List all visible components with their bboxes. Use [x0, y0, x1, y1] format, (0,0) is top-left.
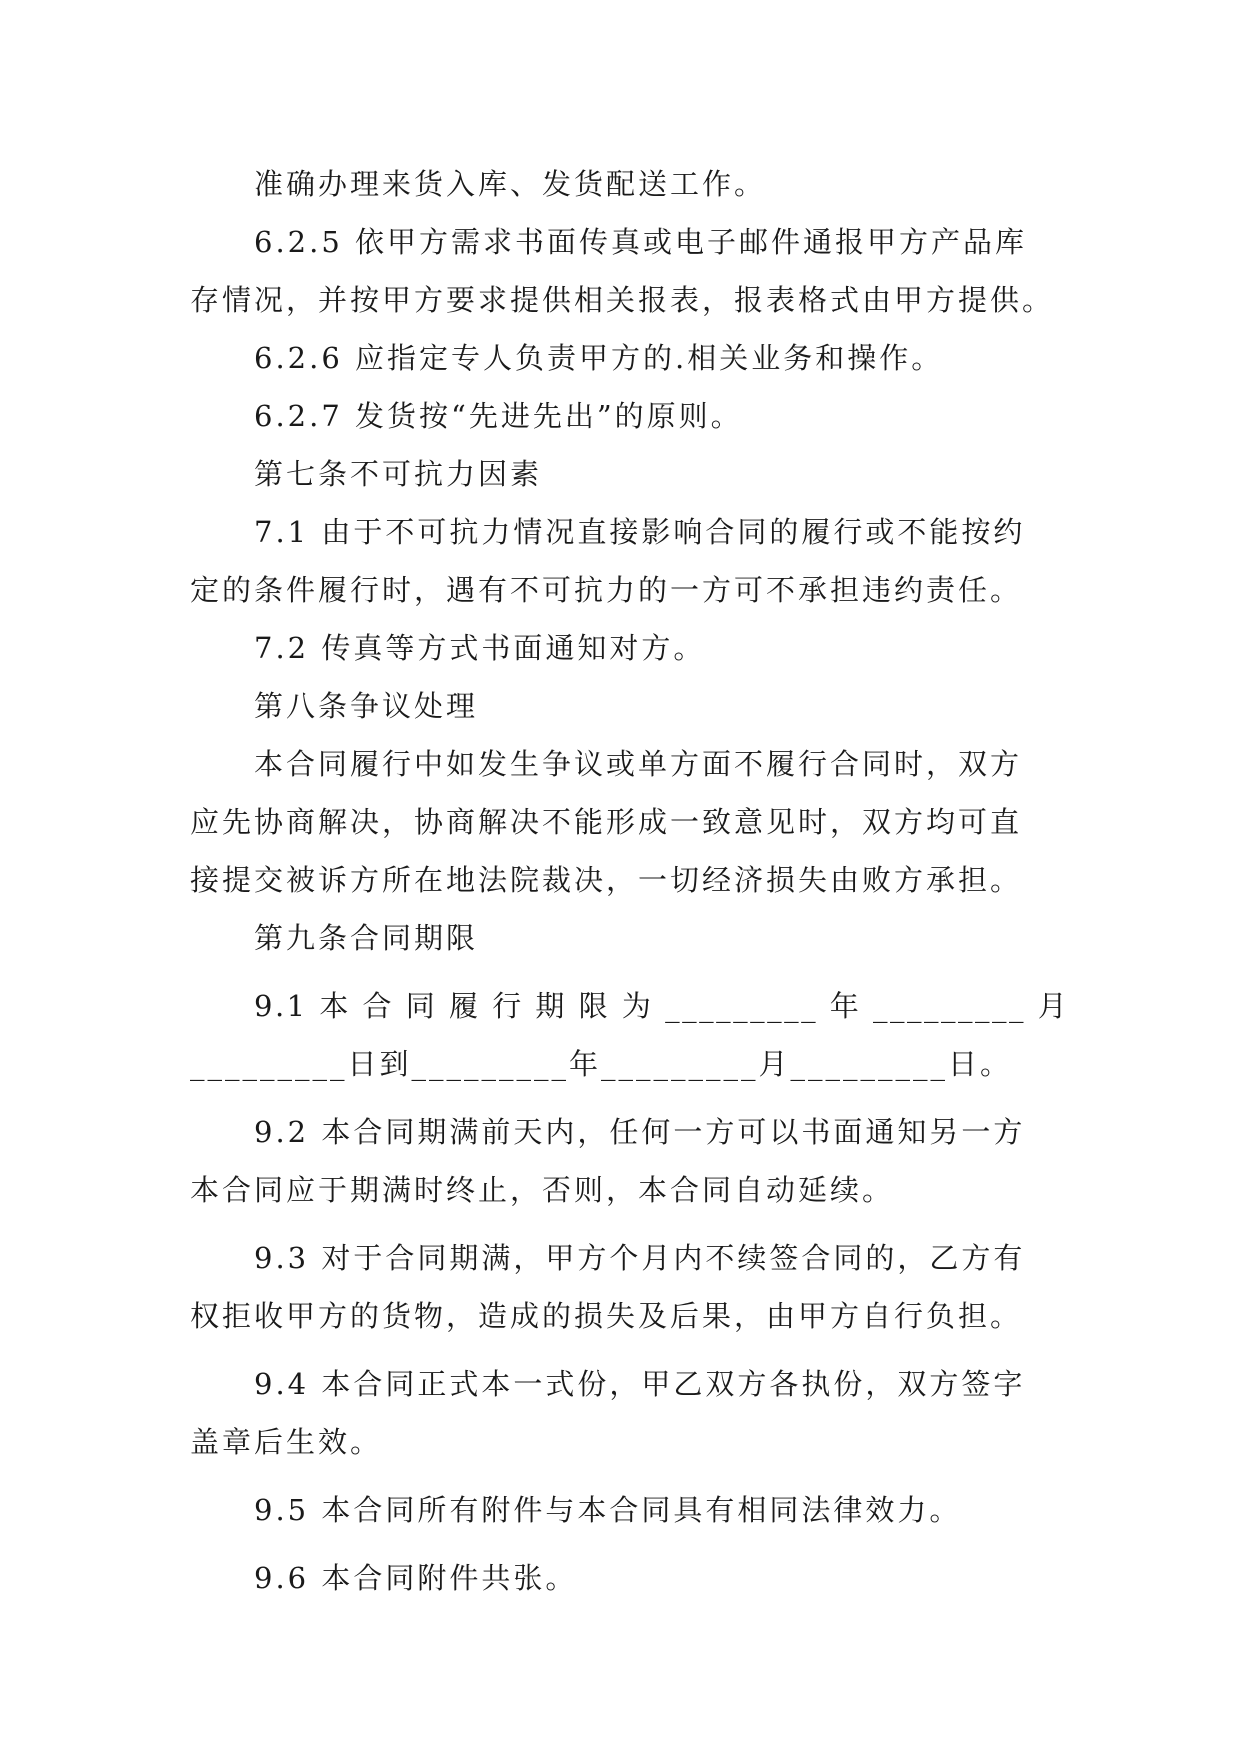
clause-9-4: 9.4 本合同正式本一式份，甲乙双方各执份，双方签字: [254, 1367, 1026, 1401]
paragraph-line: 准确办理来货入库、发货配送工作。: [254, 167, 767, 201]
clause-6-2-5-cont: 存情况，并按甲方要求提供相关报表，报表格式由甲方提供。: [190, 283, 1055, 317]
article-8-text-cont-1: 应先协商解决，协商解决不能形成一致意见时，双方均可直: [190, 805, 1023, 839]
clause-9-6: 9.6 本合同附件共张。: [254, 1561, 578, 1595]
clause-9-5: 9.5 本合同所有附件与本合同具有相同法律效力。: [254, 1493, 962, 1527]
clause-9-1-dates: _________日到_________年_________月_________日。: [190, 1047, 1013, 1081]
article-8-text-cont-2: 接提交被诉方所在地法院裁决，一切经济损失由败方承担。: [190, 863, 1023, 897]
clause-9-4-cont: 盖章后生效。: [190, 1425, 383, 1459]
article-8-heading: 第八条争议处理: [254, 689, 479, 723]
clause-6-2-6: 6.2.6 应指定专人负责甲方的.相关业务和操作。: [254, 341, 944, 375]
clause-9-1: 9.1 本 合 同 履 行 期 限 为 _________ 年 _________ 月: [254, 989, 1070, 1023]
article-8-text: 本合同履行中如发生争议或单方面不履行合同时，双方: [254, 747, 1023, 781]
clause-9-3: 9.3 对于合同期满，甲方个月内不续签合同的，乙方有: [254, 1241, 1026, 1275]
clause-9-3-cont: 权拒收甲方的货物，造成的损失及后果，由甲方自行负担。: [190, 1299, 1023, 1333]
clause-6-2-5: 6.2.5 依甲方需求书面传真或电子邮件通报甲方产品库: [254, 225, 1028, 259]
clause-7-2: 7.2 传真等方式书面通知对方。: [254, 631, 706, 665]
article-9-heading: 第九条合同期限: [254, 921, 479, 955]
clause-9-2: 9.2 本合同期满前天内，任何一方可以书面通知另一方: [254, 1115, 1026, 1149]
article-7-heading: 第七条不可抗力因素: [254, 457, 543, 491]
document-body: [190, 155, 1070, 1607]
clause-7-1-cont: 定的条件履行时，遇有不可抗力的一方可不承担违约责任。: [190, 573, 1023, 607]
clause-7-1: 7.1 由于不可抗力情况直接影响合同的履行或不能按约: [254, 515, 1026, 549]
clause-9-2-cont: 本合同应于期满时终止，否则，本合同自动延续。: [190, 1173, 895, 1207]
clause-6-2-7: 6.2.7 发货按“先进先出”的原则。: [254, 399, 743, 433]
